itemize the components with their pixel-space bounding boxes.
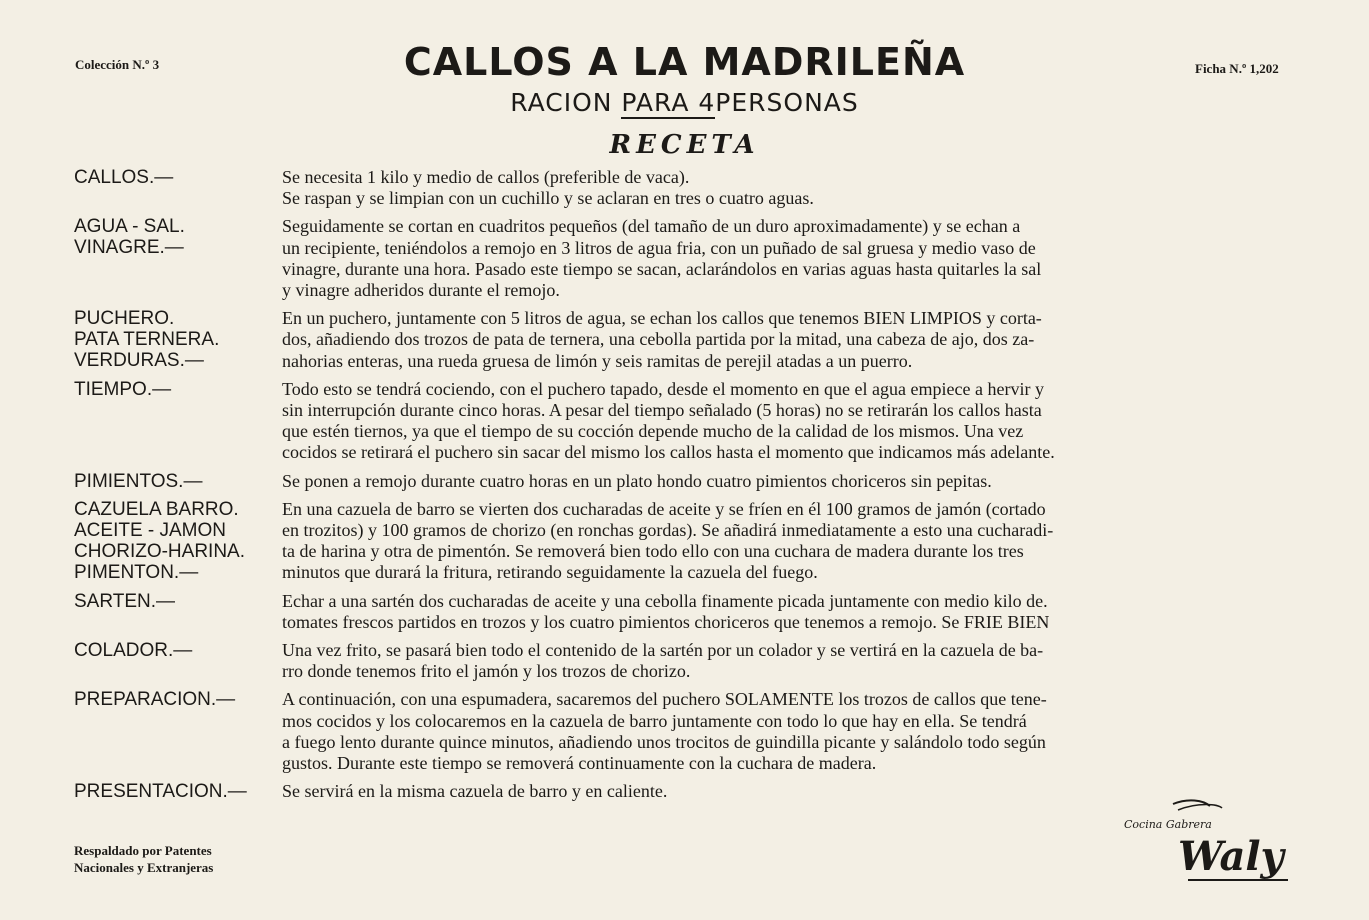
section-labels <box>74 308 282 372</box>
recipe-sections <box>74 167 1302 809</box>
section-label: CAZUELA BARRO. <box>74 498 239 520</box>
section-label: VINAGRE.— <box>74 237 184 259</box>
section-label: TIEMPO.— <box>74 378 172 400</box>
section-sarten <box>74 591 1302 633</box>
section-label: PIMENTON.— <box>74 561 199 583</box>
text-line: Se necesita 1 kilo y medio de callos (preferible de vaca). <box>282 167 690 187</box>
text-line: Se servirá en la misma cazuela de barro y en caliente. <box>282 781 668 802</box>
section-labels <box>74 640 282 682</box>
section-label: CHORIZO-HARINA. <box>74 540 245 562</box>
section-text <box>282 689 1302 774</box>
text-line: Echar a una sartén dos cucharadas de aceite y una cebolla finamente picada juntamente con medio kilo de. <box>282 590 1048 611</box>
section-labels <box>74 591 282 633</box>
section-text <box>282 216 1302 301</box>
text-line: en trozitos) y 100 gramos de chorizo (en ronchas gordas). Se añadirá inmediatamente a esto una cucharadi- <box>282 520 1054 541</box>
section-text <box>282 499 1302 584</box>
card-number: Ficha N.º 1,202 <box>1195 61 1279 76</box>
section-text <box>282 167 1302 209</box>
section-preparacion <box>74 689 1302 774</box>
text-line: dos, añadiendo dos trozos de pata de ternera, una cebolla partida por la mitad, una cabeza de ajo, dos za- <box>282 329 1035 350</box>
text-line: mos cocidos y los colocaremos en la cazuela de barro juntamente con todo lo que hay en ella. Se tendrá <box>282 710 1027 731</box>
collection-number: Colección N.º 3 <box>75 57 160 72</box>
section-label: COLADOR.— <box>74 640 193 662</box>
section-labels <box>74 216 282 301</box>
text-line: gustos. Durante este tiempo se removerá continuamente con la cuchara de madera. <box>282 753 877 774</box>
section-label: PATA TERNERA. <box>74 329 220 351</box>
section-text <box>282 591 1302 633</box>
section-label: VERDURAS.— <box>74 350 204 372</box>
text-line: En un puchero, juntamente con 5 litros de agua, se echan los callos que tenemos BIEN LIMPIOS y corta- <box>282 308 1042 329</box>
section-label: CALLOS.— <box>74 167 174 188</box>
text-line: vinagre, durante una hora. Pasado este tiempo se sacan, aclarándolos en varias aguas hasta quitarles la sal <box>282 258 1042 279</box>
section-labels <box>74 781 282 802</box>
section-label: PRESENTACION.— <box>74 781 247 803</box>
section-colador <box>74 640 1302 682</box>
section-labels <box>74 471 282 492</box>
logo-small-text: Cocina Gabrera <box>1124 818 1212 831</box>
text-line: que estén tiernos, ya que el tiempo de su cocción depende mucho de la calidad de los mismos. Una vez <box>282 421 1024 442</box>
section-labels <box>74 499 282 584</box>
patent-line: Respaldado por Patentes <box>74 843 212 858</box>
section-text <box>282 471 1302 492</box>
text-line: nahorias enteras, una rueda gruesa de limón y seis ramitas de perejil atadas a un puerro. <box>282 350 913 371</box>
section-labels <box>74 379 282 464</box>
section-pimientos <box>74 471 1302 492</box>
text-line: A continuación, con una espumadera, sacaremos del puchero SOLAMENTE los trozos de callos que tene- <box>282 689 1047 710</box>
section-labels <box>74 167 282 209</box>
text-line: sin interrupción durante cinco horas. A pesar del tiempo señalado (5 horas) no se retirarán los callos hasta <box>282 400 1042 421</box>
waly-logo <box>1118 796 1298 886</box>
subtitle-pre: RACION <box>510 88 622 117</box>
text-line: rro donde tenemos frito el jamón y los trozos de chorizo. <box>282 661 691 682</box>
section-tiempo <box>74 379 1302 464</box>
section-label: PREPARACION.— <box>74 689 236 711</box>
text-line: Todo esto se tendrá cociendo, con el puchero tapado, desde el momento en que el agua empiece a hervir y <box>282 378 1044 399</box>
text-line: Se raspan y se limpian con un cuchillo y se aclaran en tres o cuatro aguas. <box>282 188 814 209</box>
recipe-title: CALLOS A LA MADRILEÑA <box>403 40 966 84</box>
logo-brand-text: Waly <box>1178 833 1284 880</box>
section-text <box>282 640 1302 682</box>
section-label: SARTEN.— <box>74 590 176 612</box>
text-line: tomates frescos partidos en trozos y los cuatro pimientos choriceros que tenemos a remojo. Se FRIE BIEN <box>282 611 1050 632</box>
text-line: a fuego lento durante quince minutos, añadiendo unos trocitos de guindilla picante y salándolo todo según <box>282 731 1046 752</box>
text-line: y vinagre adheridos durante el remojo. <box>282 280 560 301</box>
text-line: ta de harina y otra de pimentón. Se removerá bien todo ello con una cuchara de madera durante los tres <box>282 541 1024 562</box>
text-line: Seguidamente se cortan en cuadritos pequeños (del tamaño de un duro aproximadamente) y se echan a <box>282 216 1021 237</box>
text-line: En una cazuela de barro se vierten dos cucharadas de aceite y se fríen en él 100 gramos de jamón (cortado <box>282 498 1046 519</box>
text-line: cocidos se retirará el puchero sin sacar del mismo los callos hasta el momento que indicamos más adelante. <box>282 442 1055 463</box>
section-callos <box>74 167 1302 209</box>
section-puchero <box>74 308 1302 372</box>
text-line: Se ponen a remojo durante cuatro horas en un plato hondo cuatro pimientos choriceros sin pepitas. <box>282 470 992 491</box>
section-label: PIMIENTOS.— <box>74 470 203 492</box>
recipe-heading: RECETA <box>609 130 760 160</box>
section-cazuela <box>74 499 1302 584</box>
section-text <box>282 308 1302 372</box>
text-line: Una vez frito, se pasará bien todo el contenido de la sartén por un colador y se vertirá en la cazuela de ba- <box>282 640 1044 661</box>
section-label: AGUA - SAL. <box>74 216 185 238</box>
patent-notice <box>74 842 213 876</box>
section-label: ACEITE - JAMON <box>74 519 227 541</box>
section-agua-sal <box>74 216 1302 301</box>
patent-line: Nacionales y Extranjeras <box>74 860 214 875</box>
text-line: un recipiente, teniéndolos a remojo en 3 litros de agua fria, con un puñado de sal gruesa y medio vaso de <box>282 237 1036 258</box>
recipe-subtitle <box>0 88 1369 119</box>
text-line: minutos que durará la fritura, retirando seguidamente la cazuela del fuego. <box>282 562 818 583</box>
section-label: PUCHERO. <box>74 308 175 330</box>
subtitle-underlined: PARA 4 <box>621 88 716 117</box>
section-labels <box>74 689 282 774</box>
subtitle-post: PERSONAS <box>715 88 859 117</box>
section-text <box>282 379 1302 464</box>
